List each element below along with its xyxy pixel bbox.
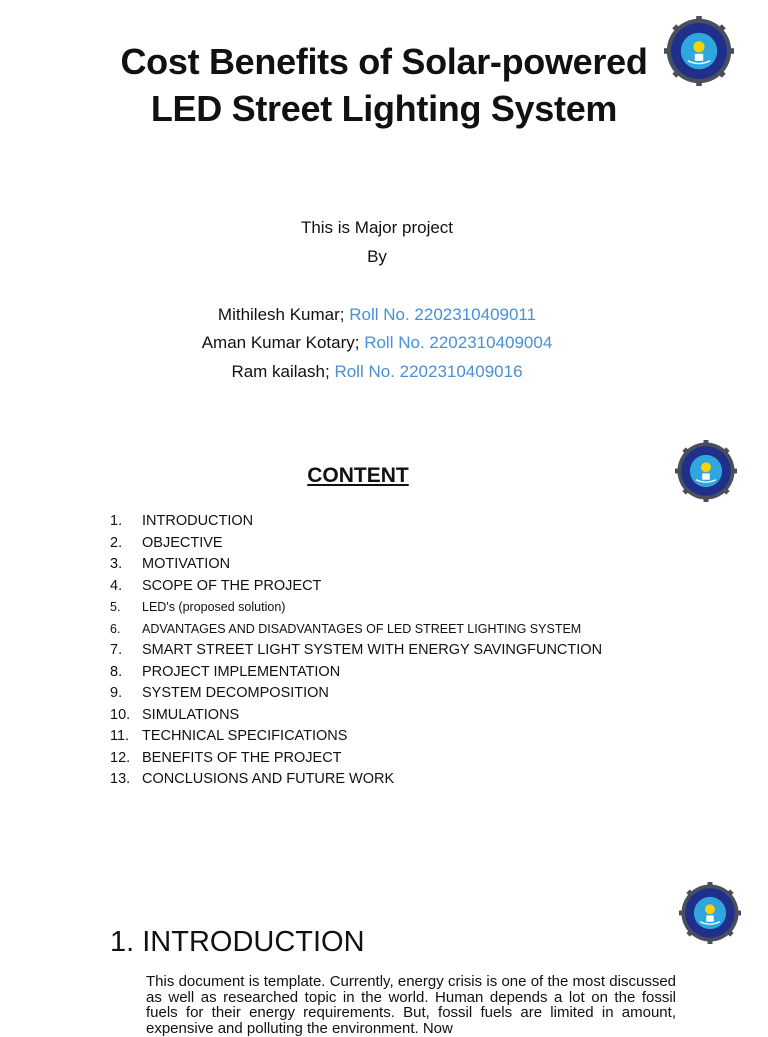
title-slide — [0, 0, 768, 420]
toc-item: 1. INTRODUCTION — [110, 513, 254, 529]
toc-item: 2. OBJECTIVE — [110, 534, 223, 551]
toc-item: 10. SIMULATIONS — [110, 706, 240, 723]
subtitle-by: By — [367, 247, 387, 266]
section-body: This document is template. Currently, energy crisis is one of the most discussed as well as researched topic in the world. Human depends a lot on the fossil fuels for their energy requirements. But, fossil fuels are limited in amount, expensive and polluting the environment. Now — [146, 973, 676, 1037]
toc-item: 3. MOTIVATION — [110, 556, 231, 572]
toc-item: 5. LED's (proposed solution) — [110, 600, 286, 614]
author-line — [0, 305, 754, 325]
content-heading: CONTENT — [307, 464, 409, 487]
toc-item: 12. BENEFITS OF THE PROJECT — [110, 749, 342, 766]
author-roll: Roll No. 2202310409016 — [334, 362, 523, 381]
author-roll: Roll No. 2202310409004 — [364, 333, 553, 352]
author-line — [0, 362, 754, 382]
toc-item: 13. CONCLUSIONS AND FUTURE WORK — [110, 771, 395, 787]
table-of-contents — [110, 511, 602, 791]
college-logo — [660, 16, 738, 86]
toc-item: 9. SYSTEM DECOMPOSITION — [110, 685, 329, 701]
section-heading: 1. INTRODUCTION — [110, 926, 365, 958]
author-name: Mithilesh Kumar; — [217, 305, 345, 324]
author-name: Aman Kumar Kotary; — [201, 333, 360, 352]
toc-item: 11. TECHNICAL SPECIFICATIONS — [110, 728, 348, 744]
page-title: Cost Benefits of Solar-powered LED Street Lighting System — [120, 41, 648, 129]
toc-item: 4. SCOPE OF THE PROJECT — [110, 577, 322, 594]
college-logo — [676, 882, 744, 944]
introduction-slide — [0, 860, 768, 1037]
content-slide — [0, 420, 768, 860]
author-line — [0, 333, 754, 353]
subtitle-project: This is Major project — [300, 218, 454, 237]
toc-item: 7. SMART STREET LIGHT SYSTEM WITH ENERGY SAVINGFUNCTION — [110, 642, 603, 658]
toc-item: 8. PROJECT IMPLEMENTATION — [110, 663, 341, 680]
author-roll: Roll No. 2202310409011 — [349, 305, 537, 324]
author-name: Ram kailash; — [231, 362, 330, 381]
toc-item: 6. ADVANTAGES AND DISADVANTAGES OF LED STREET LIGHTING SYSTEM — [110, 621, 582, 636]
college-logo — [671, 440, 741, 502]
